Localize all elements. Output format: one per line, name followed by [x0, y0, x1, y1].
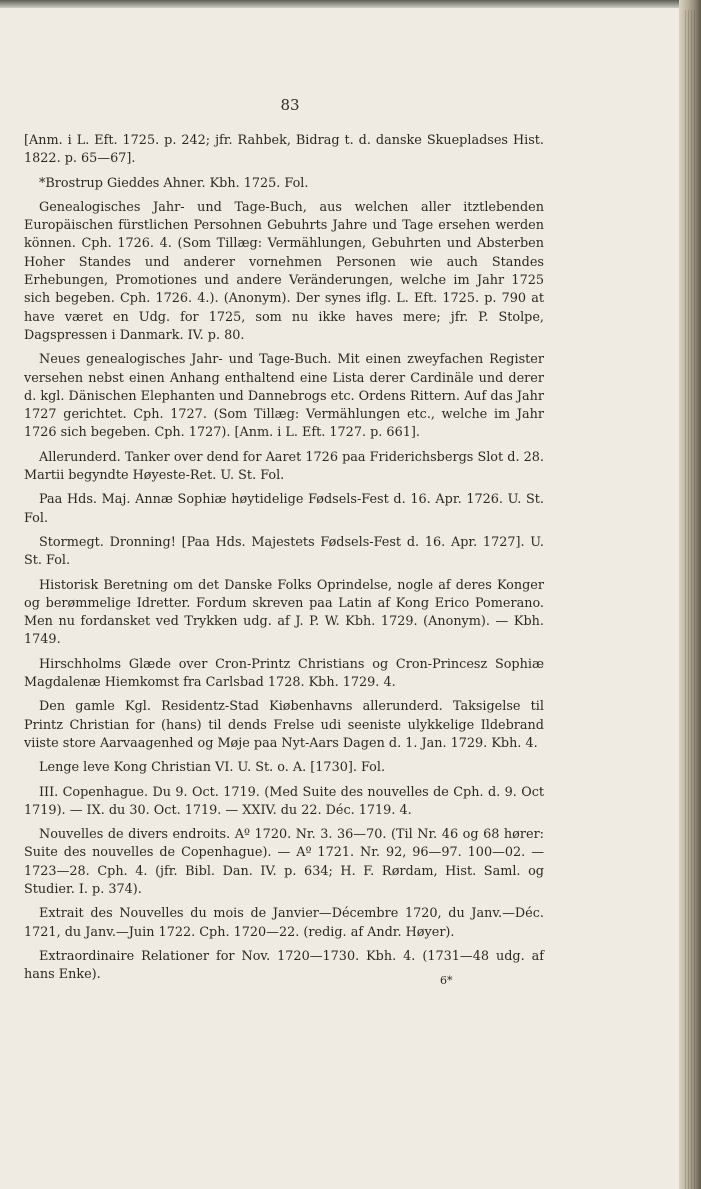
page-stack-edges [685, 10, 695, 1189]
bibliography-entry: Historisk Beretning om det Danske Folks Oprindelse, nogle af deres Konger og berømmelige Idretter. Fordum skreven paa Latin af Kong Erico Pomerano. Men nu fordansket ved Trykken udg. af J. P. W. Kbh. 1729. (Anonym). — Kbh. 1749. [24, 577, 544, 648]
bibliography-entry: Paa Hds. Maj. Annæ Sophiæ høytidelige Fødsels-Fest d. 16. Apr. 1726. U. St. Fol. [24, 492, 544, 526]
bibliography-entry: Extrait des Nouvelles du mois de Janvier—Décembre 1720, du Janv.—Déc. 1721, du Janv.—Juin 1722. Cph. 1720—22. (redig. af Andr. Høyer). [24, 906, 544, 940]
bibliography-entry: Lenge leve Kong Christian VI. U. St. o. A. [1730]. Fol. [39, 760, 386, 776]
bibliography-entry: [Anm. i L. Eft. 1725. p. 242; jfr. Rahbek, Bidrag t. d. danske Skuepladses Hist. 1822. p. 65—67]. [24, 133, 544, 167]
bibliography-entry: Allerunderd. Tanker over dend for Aaret 1726 paa Friderichsbergs Slot d. 28. Martii begyndte Høyeste-Ret. U. St. Fol. [24, 449, 544, 484]
bibliography-entry: *Brostrup Gieddes Ahner. Kbh. 1725. Fol. [39, 175, 309, 191]
bibliography-entry: Neues genealogisches Jahr- und Tage-Buch. Mit einen zweyfachen Register versehen nebst einen Anhang enthaltend eine Lista derer Cardinäle und derer d. kgl. Dänischen Elephanten und Dannebrogs etc. Ordens Rittern. Auf das Jahr 1727 gerichtet. Cph. 1727. (Som Tillæg: Vermählungen etc., welche im Jahr 1726 sich begeben. Cph. 1727). [Anm. i L. Eft. 1727. p. 661]. [24, 352, 544, 441]
signature-mark: 6* [440, 974, 453, 987]
bibliography-entry: Nouvelles de divers endroits. Aº 1720. Nr. 3. 36—70. (Til Nr. 46 og 68 hører: Suite des nouvelles de Copenhague). — Aº 1721. Nr. 92, 96—97. 100—02. — 1723—28. Cph. 4. (jfr. Bibl. Dan. IV. p. 634; H. F. Rørdam, Hist. Saml. og Studier. I. p. 374). [24, 827, 544, 897]
bibliography-entry: Stormegt. Dronning! [Paa Hds. Majestets Fødsels-Fest d. 16. Apr. 1727]. U. St. Fol. [24, 534, 544, 569]
bibliography-entry: Extraordinaire Relationer for Nov. 1720—1730. Kbh. 4. (1731—48 udg. af hans Enke). [24, 948, 544, 983]
bibliography-entry: Genealogisches Jahr- und Tage-Buch, aus welchen aller itztlebenden Europäischen fürstlichen Persohnen Gebuhrts Jahre und Tage ersehen werden können. Cph. 1726. 4. (Som Tillæg: Vermählungen, Gebuhrten und Absterben Hoher Standes und anderer vornehmen Personen wie auch Standes Erhebungen, Promotiones und andere Veränderungen, welche im Jahr 1725 sich begeben. Cph. 1726. 4.). (Anonym). Der synes iflg. L. Eft. 1725. p. 790 at have været en Udg. for 1725, som nu ikke haves mere; jfr. P. Stolpe, Dagspressen i Danmark. IV. p. 80. [24, 199, 544, 343]
page-number: 83 [280, 96, 300, 114]
bibliography-entry: Den gamle Kgl. Residentz-Stad Kiøbenhavns allerunderd. Taksigelse til Printz Christian for (hans) til dends Frelse udi seeniste ulykkelige Ildebrand viiste store Aarvaagenhed og Møje paa Nyt-Aars Dagen d. 1. Jan. 1729. Kbh. 4. [24, 699, 544, 751]
bibliography-text [24, 132, 544, 990]
bibliography-entry: Hirschholms Glæde over Cron-Printz Christians og Cron-Princesz Sophiæ Magdalenæ Hiemkomst fra Carlsbad 1728. Kbh. 1729. 4. [24, 656, 544, 691]
bibliography-entry: III. Copenhague. Du 9. Oct. 1719. (Med Suite des nouvelles de Cph. d. 9. Oct 1719). — IX. du 30. Oct. 1719. — XXIV. du 22. Déc. 1719. 4. [24, 784, 544, 818]
page-top-edge [0, 0, 701, 8]
